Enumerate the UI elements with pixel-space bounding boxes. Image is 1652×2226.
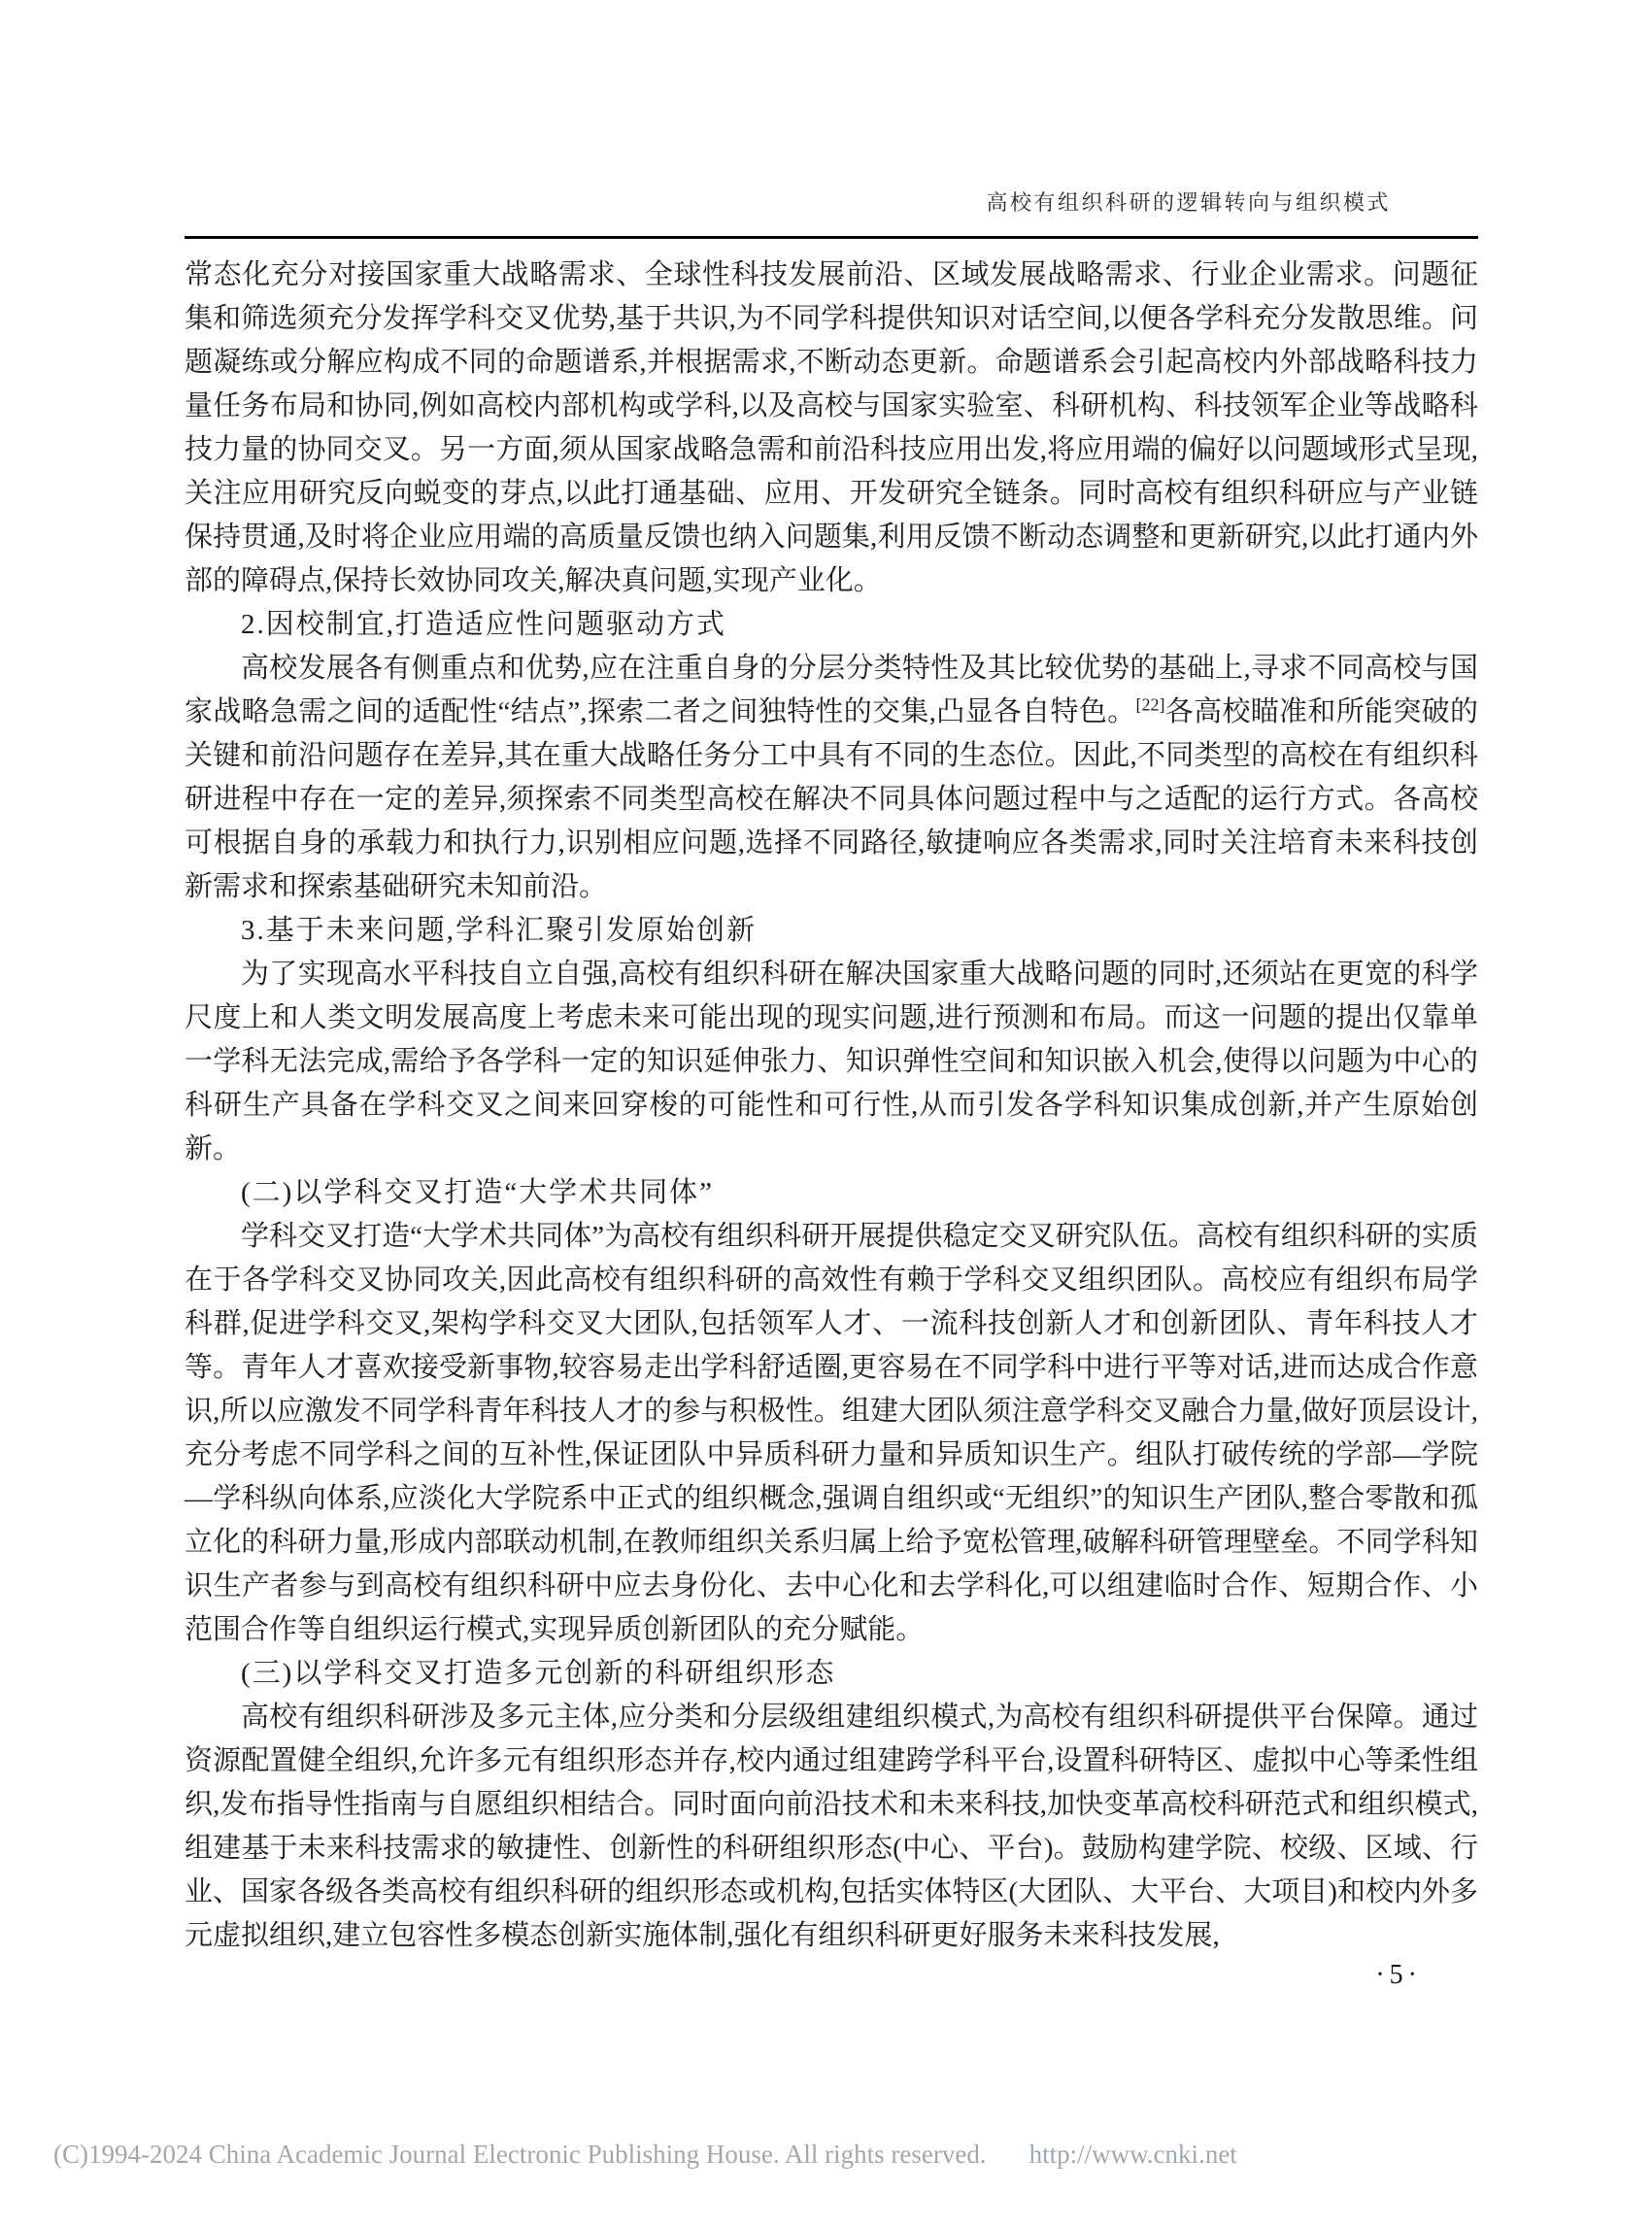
- sub-heading: [185, 1652, 1478, 1696]
- footer: [53, 2140, 1607, 2170]
- text-run: 3.基于未来问题,学科汇聚引发原始创新: [241, 915, 758, 946]
- text-run: 学科交叉打造“大学术共同体”为高校有组织科研开展提供稳定交叉研究队伍。高校有组织科研的实质在于各学科交叉协同攻关,因此高校有组织科研的高效性有赖于学科交叉组织团队。高校应有组织布局学科群,促进学科交叉,架构学科交叉大团队,包括领军人才、一流科技创新人才和创新团队、青年科技人才等。青年人才喜欢接受新事物,较容易走出学科舒适圈,更容易在不同学科中进行平等对话,进而达成合作意识,所以应激发不同学科青年科技人才的参与积极性。组建大团队须注意学科交叉融合力量,做好顶层设计,充分考虑不同学科之间的互补性,保证团队中异质科研力量和异质知识生产。组队打破传统的学部—学院—学科纵向体系,应淡化大学院系中正式的组织概念,强调自组织或“无组织”的知识生产团队,整合零散和孤立化的科研力量,形成内部联动机制,在教师组织关系归属上给予宽松管理,破解科研管理壁垒。不同学科知识生产者参与到高校有组织科研中应去身份化、去中心化和去学科化,可以组建临时合作、短期合作、小范围合作等自组织运行模式,实现异质创新团队的充分赋能。: [185, 1221, 1478, 1645]
- running-title: 高校有组织科研的逻辑转向与组织模式: [986, 190, 1391, 215]
- text-run: (二)以学科交叉打造“大学术共同体”: [241, 1177, 715, 1208]
- text-run: 2.因校制宜,打造适应性问题驱动方式: [241, 609, 727, 640]
- cnki-url: http://www.cnki.net: [1028, 2140, 1237, 2169]
- text-run: 常态化充分对接国家重大战略需求、全球性科技发展前沿、区域发展战略需求、行业企业需求。问题征集和筛选须充分发挥学科交叉优势,基于共识,为不同学科提供知识对话空间,以便各学科充分发散思维。问题凝练或分解应构成不同的命题谱系,并根据需求,不断动态更新。命题谱系会引起高校内外部战略科技力量任务布局和协同,例如高校内部机构或学科,以及高校与国家实验室、科研机构、科技领军企业等战略科技力量的协同交叉。另一方面,须从国家战略急需和前沿科技应用出发,将应用端的偏好以问题域形式呈现,关注应用研究反向蜕变的芽点,以此打通基础、应用、开发研究全链条。同时高校有组织科研应与产业链保持贯通,及时将企业应用端的高质量反馈也纳入问题集,利用反馈不断动态调整和更新研究,以此打通内外部的障碍点,保持长效协同攻关,解决真问题,实现产业化。: [185, 259, 1478, 596]
- text-run: 高校发展各有侧重点和优势,应在注重自身的分层分类特性及其比较优势的基础上,寻求不同高校与国家战略急需之间的适配性“结点”,探索二者之间独特性的交集,凸显各自特色。: [185, 653, 1478, 727]
- sub-heading: [185, 603, 1478, 647]
- text-run: 高校有组织科研涉及多元主体,应分类和分层级组建组织模式,为高校有组织科研提供平台保障。通过资源配置健全组织,允许多元有组织形态并存,校内通过组建跨学科平台,设置科研特区、虚拟中心等柔性组织,发布指导性指南与自愿组织相结合。同时面向前沿技术和未来科技,加快变革高校科研范式和组织模式,组建基于未来科技需求的敏捷性、创新性的科研组织形态(中心、平台)。鼓励构建学院、校级、区域、行业、国家各级各类高校有组织科研的组织形态或机构,包括实体特区(大团队、大平台、大项目)和校内外多元虚拟组织,建立包容性多模态创新实施体制,强化有组织科研更好服务未来科技发展,: [185, 1702, 1478, 1951]
- text-run: 各高校瞄准和所能突破的关键和前沿问题存在差异,其在重大战略任务分工中具有不同的生态位。因此,不同类型的高校在有组织科研进程中存在一定的差异,须探索不同类型高校在解决不同具体问题过程中与之适配的运行方式。各高校可根据自身的承载力和执行力,识别相应问题,选择不同路径,敏捷响应各类需求,同时关注培育未来科技创新需求和探索基础研究未知前沿。: [185, 696, 1478, 902]
- citation-ref: [22]: [1135, 694, 1165, 715]
- text-run: (三)以学科交叉打造多元创新的科研组织形态: [241, 1658, 836, 1689]
- body-paragraph: [185, 953, 1478, 1171]
- body-paragraph: [185, 1215, 1478, 1652]
- page-number: ·5·: [1375, 1960, 1422, 1990]
- sub-heading: [185, 909, 1478, 953]
- text-run: 为了实现高水平科技自立自强,高校有组织科研在解决国家重大战略问题的同时,还须站在更宽的科学尺度上和人类文明发展高度上考虑未来可能出现的现实问题,进行预测和布局。而这一问题的提出仅靠单一学科无法完成,需给予各学科一定的知识延伸张力、知识弹性空间和知识嵌入机会,使得以问题为中心的科研生产具备在学科交叉之间来回穿梭的可能性和可行性,从而引发各学科知识集成创新,并产生原始创新。: [185, 959, 1478, 1164]
- sub-heading: [185, 1171, 1478, 1215]
- header-rule: [185, 236, 1478, 239]
- copyright-text: (C)1994-2024 China Academic Journal Electronic Publishing House. All rights reserved.: [53, 2140, 987, 2169]
- body-paragraph: [185, 253, 1478, 603]
- article-body: [185, 253, 1478, 1958]
- body-paragraph: [185, 647, 1478, 909]
- body-paragraph: [185, 1696, 1478, 1958]
